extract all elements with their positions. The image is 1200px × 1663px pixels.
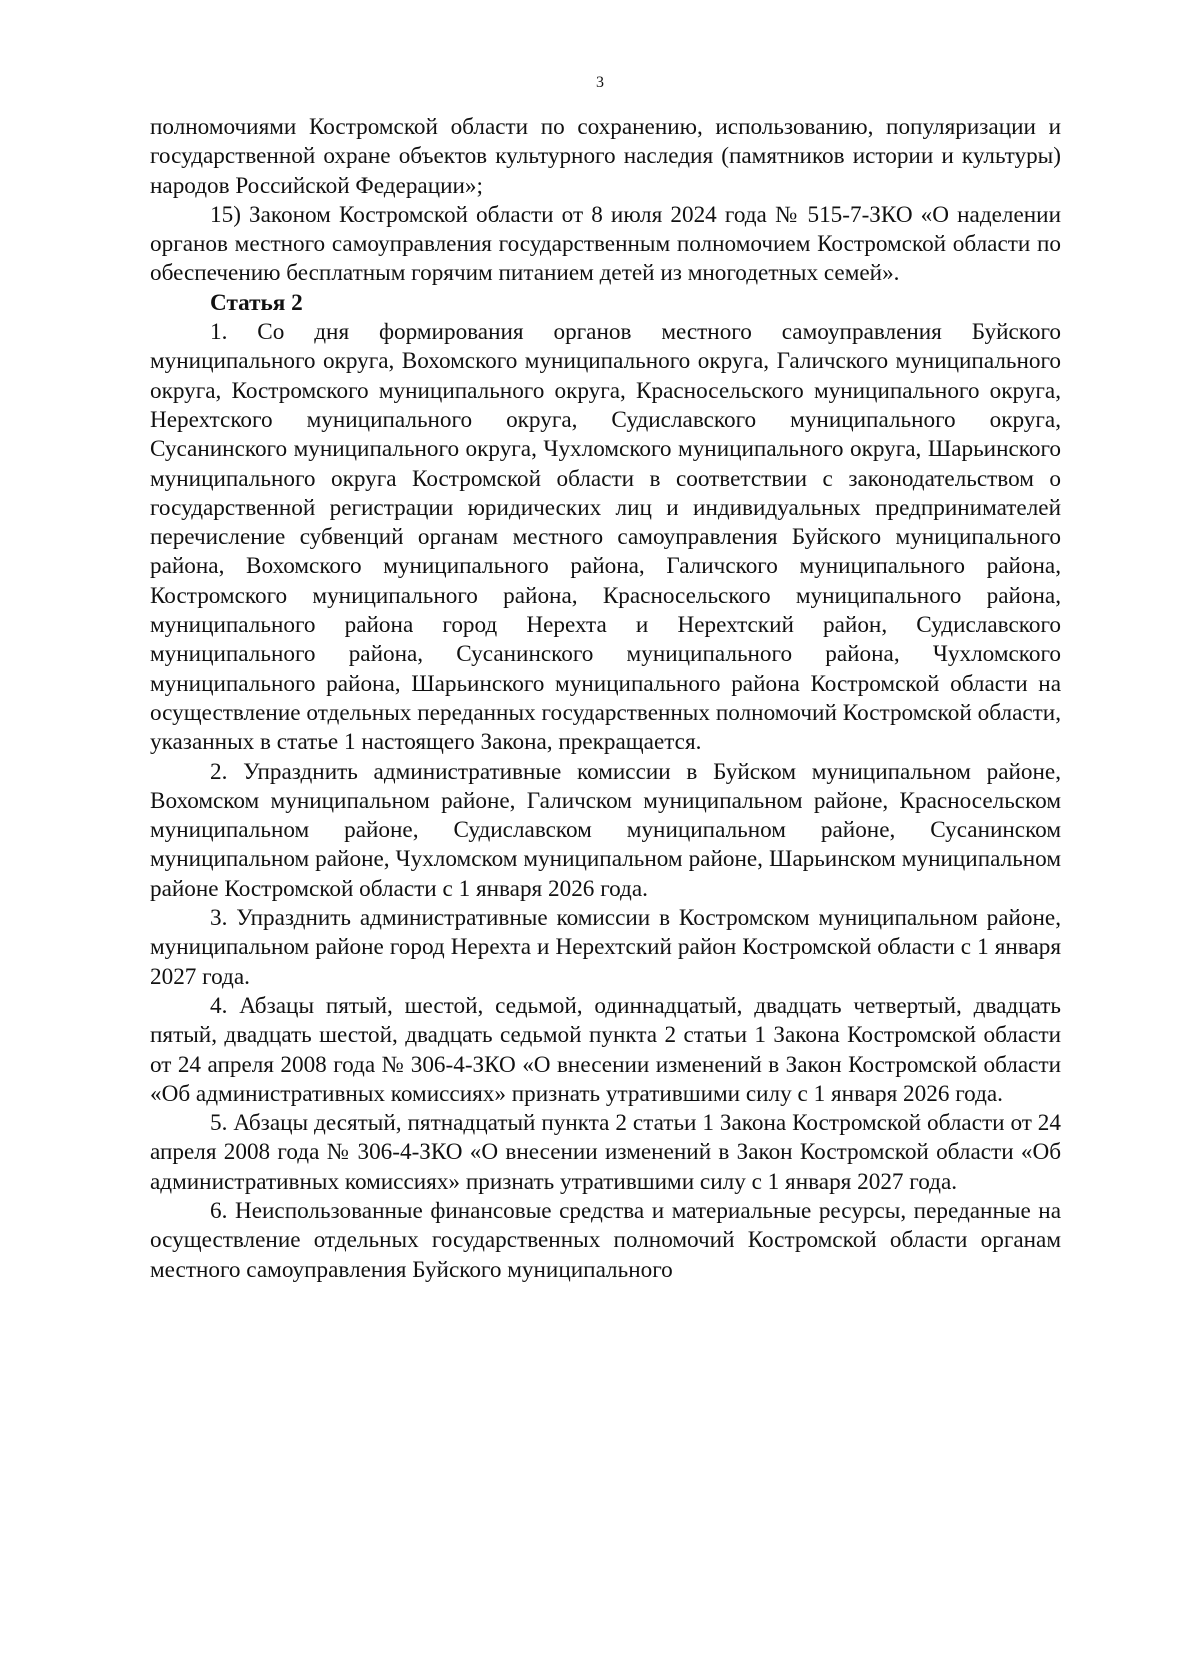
document-body [150, 113, 1061, 1285]
article-paragraph-1: 1. Со дня формирования органов местного самоуправления Буйского муниципального округа, Вохомского муниципального округа, Галичского муниципального округа, Костромского муниципального округа, Красносельского муниципального округа, Нерехтского муниципального округа, Судиславского муниципального округа, Сусанинского муниципального округа, Чухломского муниципального округа, Шарьинского муниципального округа Костромской области в соответствии с законодательством о государственной регистрации юридических лиц и индивидуальных предпринимателей перечисление субвенций органам местного самоуправления Буйского муниципального района, Вохомского муниципального района, Галичского муниципального района, Костромского муниципального района, Красносельского муниципального района, муниципального района город Нерехта и Нерехтский район, Судиславского муниципального района, Сусанинского муниципального района, Чухломского муниципального района, Шарьинского муниципального района Костромской области на осуществление отдельных переданных государственных полномочий Костромской области, указанных в статье 1 настоящего Закона, прекращается. [150, 319, 1061, 756]
article-heading: Статья 2 [210, 289, 303, 316]
article-paragraph-2: 2. Упразднить административные комиссии в Буйском муниципальном районе, Вохомском муниципальном районе, Галичском муниципальном районе, Красносельском муниципальном районе, Судиславском муниципальном районе, Сусанинском муниципальном районе, Чухломском муниципальном районе, Шарьинском муниципальном районе Костромской области с 1 января 2026 года. [150, 758, 1061, 902]
page-number: 3 [596, 74, 604, 91]
article-paragraph-3: 3. Упразднить административные комиссии в Костромском муниципальном районе, муниципальном районе город Нерехта и Нерехтский район Костромской области с 1 января 2027 года. [150, 905, 1061, 990]
article-paragraph-6: 6. Неиспользованные финансовые средства и материальные ресурсы, переданные на осуществление отдельных государственных полномочий Костромской области органам местного самоуправления Буйского муниципального [150, 1197, 1061, 1283]
list-item-15: 15) Законом Костромской области от 8 июля 2024 года № 515-7-ЗКО «О наделении органов местного самоуправления государственным полномочием Костромской области по обеспечению бесплатным горячим питанием детей из многодетных семей». [150, 201, 1061, 287]
article-paragraph-4: 4. Абзацы пятый, шестой, седьмой, одиннадцатый, двадцать четвертый, двадцать пятый, двадцать шестой, двадцать седьмой пункта 2 статьи 1 Закона Костромской области от 24 апреля 2008 года № 306-4-ЗКО «О внесении изменений в Закон Костромской области «Об административных комиссиях» признать утратившими силу с 1 января 2026 года. [150, 992, 1061, 1107]
continuation-paragraph: полномочиями Костромской области по сохранению, использованию, популяризации и государственной охране объектов культурного наследия (памятников истории и культуры) народов Российской Федерации»; [150, 114, 1061, 199]
article-paragraph-5: 5. Абзацы десятый, пятнадцатый пункта 2 статьи 1 Закона Костромской области от 24 апреля 2008 года № 306-4-ЗКО «О внесении изменений в Закон Костромской области «Об административных комиссиях» признать утратившими силу с 1 января 2027 года. [150, 1110, 1061, 1195]
